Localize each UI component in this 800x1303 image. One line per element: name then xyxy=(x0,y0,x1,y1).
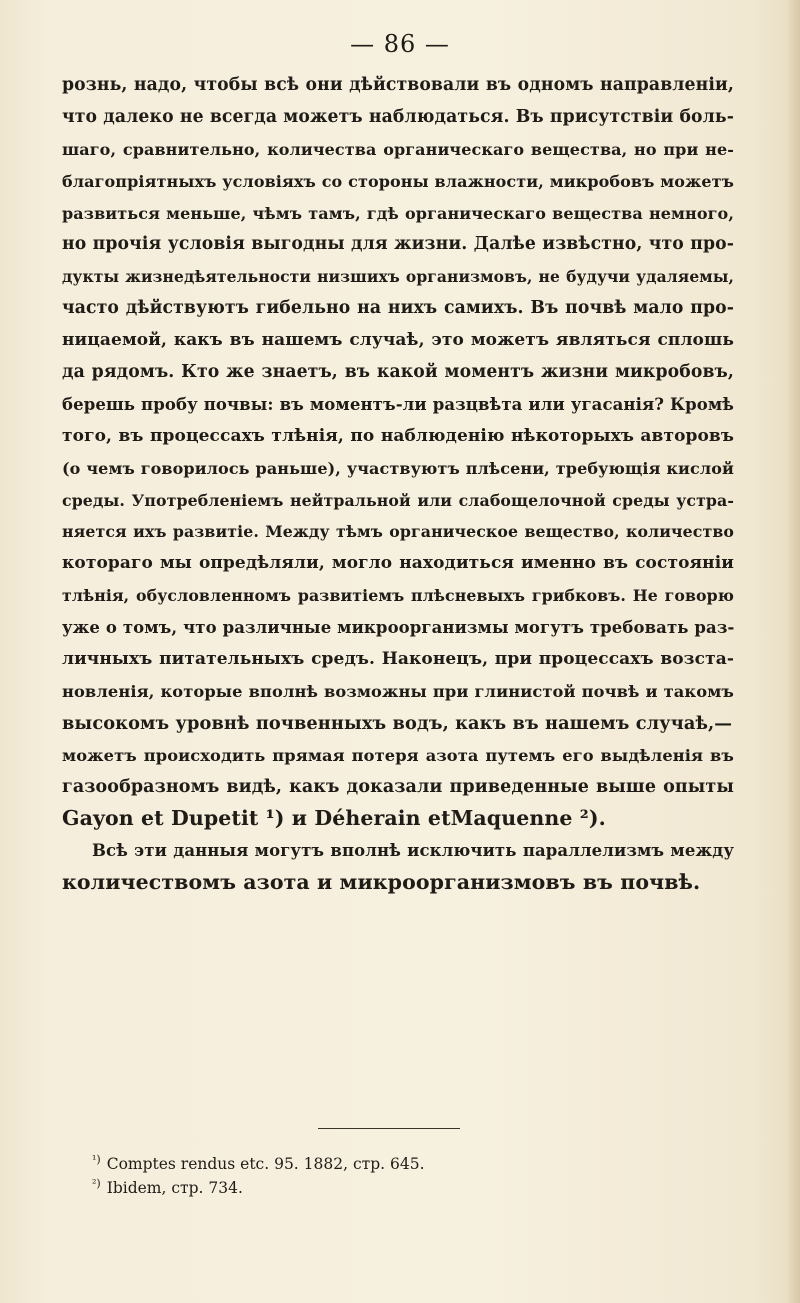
text-line: тлѣнія, обусловленномъ развитіемъ плѣсневыхъ грибковъ. Не говорю xyxy=(62,586,734,606)
footnote-text: Ibidem, стр. 734. xyxy=(106,1179,243,1198)
body-text xyxy=(62,70,734,899)
text-line: уже о томъ, что различные микроорганизмы могутъ требовать раз- xyxy=(62,618,734,638)
text-line: часто дѣйствуютъ гибельно на нихъ самихъ. Въ почвѣ мало про- xyxy=(62,298,734,319)
text-line: (о чемъ говорилось раньше), участвуютъ плѣсени, требующія кислой xyxy=(62,458,734,478)
text-line: развиться меньше, чѣмъ тамъ, гдѣ органическаго вещества немного, xyxy=(62,203,734,223)
text-line: благопріятныхъ условіяхъ со стороны влажности, микробовъ можетъ xyxy=(62,171,734,191)
text-line: рознь, надо, чтобы всѣ они дѣйствовали въ одномъ направленіи, xyxy=(62,75,734,95)
text-line: берешь пробу почвы: въ моментъ-ли разцвѣта или угасанія? Кромѣ xyxy=(62,394,734,414)
footnote-divider xyxy=(318,1128,460,1129)
text-line: дукты жизнедѣятельности низшихъ организмовъ, не будучи удаляемы, xyxy=(62,267,734,287)
text-line: Gayon et Dupetit ¹) и Déherain etMaquenne ²). xyxy=(62,806,606,831)
text-line: котораго мы опредѣляли, могло находиться именно въ состояніи xyxy=(62,553,734,574)
text-line: того, въ процессахъ тлѣнія, по наблюденію нѣкоторыхъ авторовъ xyxy=(62,425,734,446)
text-line: количествомъ азота и микроорганизмовъ въ почвѣ. xyxy=(62,870,701,895)
text-line: няется ихъ развитіе. Между тѣмъ органическое вещество, количество xyxy=(62,522,734,542)
text-line: можетъ происходить прямая потеря азота путемъ его выдѣленія въ xyxy=(62,745,734,765)
footnote xyxy=(92,1148,692,1172)
footnote-text: Comptes rendus etc. 95. 1882, стр. 645. xyxy=(106,1155,425,1174)
text-line: шаго, сравнительно, количества органическаго вещества, но при не- xyxy=(62,139,734,159)
text-line: но прочія условія выгодны для жизни. Далѣе извѣстно, что про- xyxy=(62,234,734,255)
text-line: высокомъ уровнѣ почвенныхъ водъ, какъ въ нашемъ случаѣ,— xyxy=(62,712,733,734)
text-line: Всѣ эти данныя могутъ вполнѣ исключить параллелизмъ между xyxy=(92,841,734,861)
text-line: да рядомъ. Кто же знаетъ, въ какой моментъ жизни микробовъ, xyxy=(62,362,734,383)
text-line: газообразномъ видѣ, какъ доказали приведенные выше опыты xyxy=(62,776,734,797)
text-line: среды. Употребленіемъ нейтральной или слабощелочной среды устра- xyxy=(62,490,734,510)
footnotes xyxy=(92,1148,692,1196)
footnote-mark: ¹) xyxy=(92,1153,101,1166)
text-line: ницаемой, какъ въ нашемъ случаѣ, это можетъ являться сплошь xyxy=(62,330,734,351)
text-line: что далеко не всегда можетъ наблюдаться. Въ присутствіи боль- xyxy=(62,106,734,127)
footnote-mark: ²) xyxy=(92,1177,101,1190)
text-line: новленія, которые вполнѣ возможны при глинистой почвѣ и такомъ xyxy=(62,681,734,701)
text-line: личныхъ питательныхъ средъ. Наконецъ, при процессахъ возста- xyxy=(62,649,734,670)
footnote xyxy=(92,1172,692,1196)
page-number: — 86 — xyxy=(350,30,450,58)
page-edge-shadow xyxy=(786,0,800,1303)
